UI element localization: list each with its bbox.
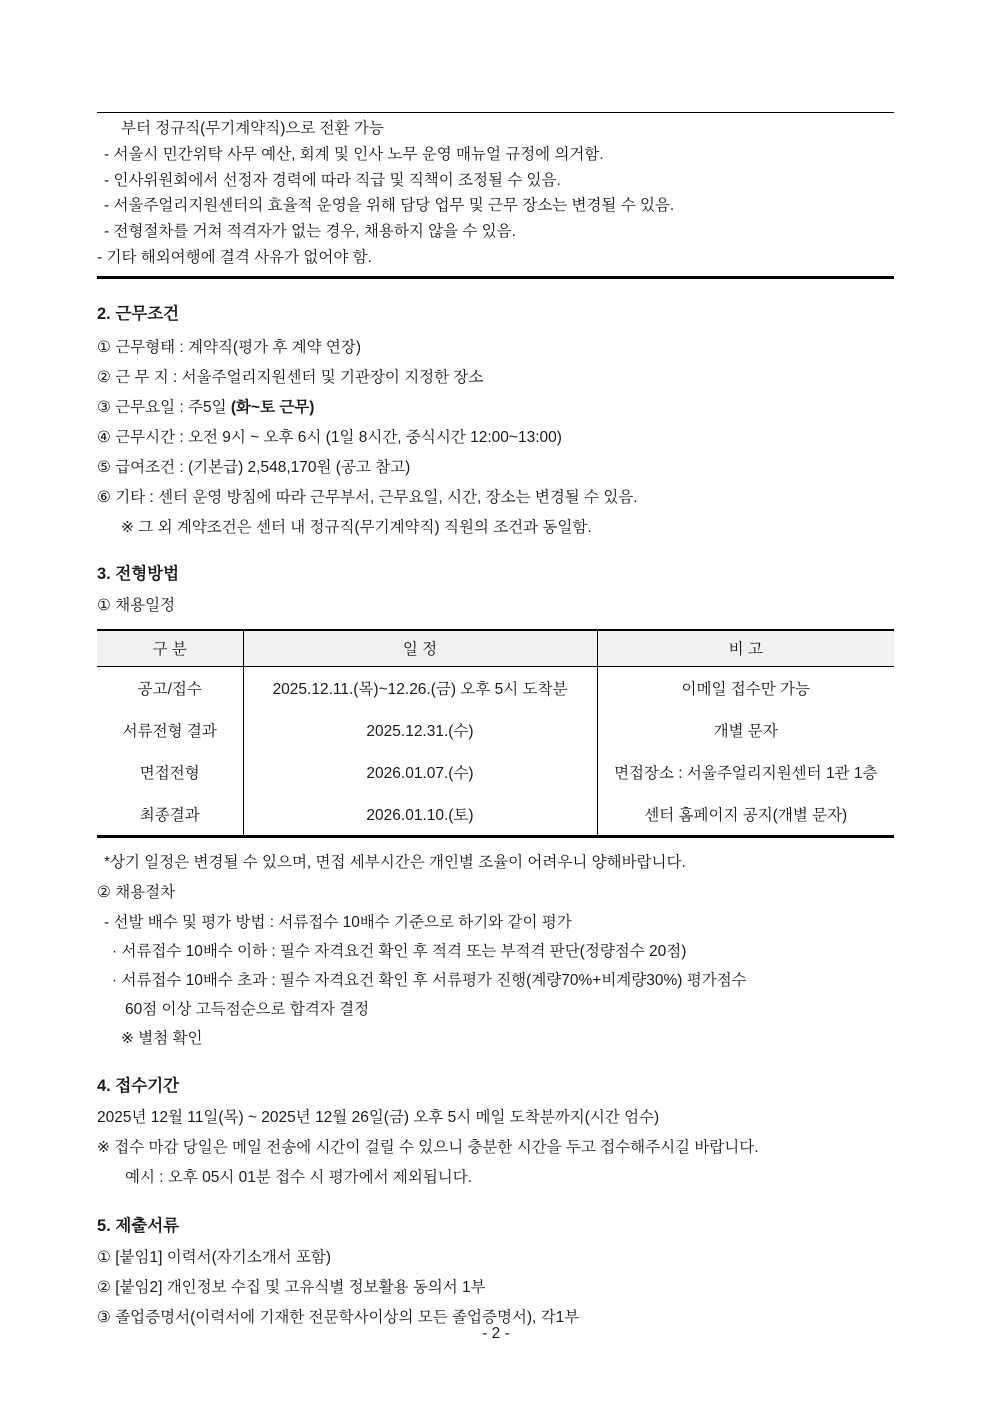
table-row — [97, 751, 894, 793]
section-title-work-conditions: 2. 근무조건 — [97, 304, 180, 323]
note-line: - 전형절차를 거쳐 적격자가 없는 경우, 채용하지 않을 수 있음. — [104, 223, 516, 241]
table-header-row — [97, 630, 894, 667]
period-example: 예시 : 오후 05시 01분 접수 시 평가에서 제외됩니다. — [125, 1168, 473, 1186]
cell-category: 면접전형 — [139, 764, 200, 782]
application-period-block — [97, 1103, 894, 1193]
conditions-note: ※ 그 외 계약조건은 센터 내 정규직(무기계약직) 직원의 조건과 동일함. — [121, 518, 592, 536]
procedure-list — [97, 908, 894, 1053]
continuation-notes-box — [97, 112, 894, 279]
list-item: ① 근무형태 : 계약직(평가 후 계약 연장) — [97, 338, 361, 356]
document-item: ① [붙임1] 이력서(자기소개서 포함) — [97, 1248, 332, 1266]
cell-category: 공고/접수 — [137, 680, 202, 698]
page-number: - 2 - — [482, 1325, 510, 1342]
section-title-selection-method: 3. 전형방법 — [97, 564, 180, 583]
procedure-note: ※ 별첨 확인 — [121, 1029, 203, 1047]
note-line: 부터 정규직(무기계약직)으로 전환 가능 — [121, 120, 384, 137]
section-title-required-documents: 5. 제출서류 — [97, 1216, 180, 1235]
note-line: - 인사위원회에서 선정자 경력에 따라 직급 및 직책이 조정될 수 있음. — [104, 171, 561, 189]
note-line: - 기타 해외여행에 결격 사유가 없어야 함. — [97, 248, 372, 266]
table-footnote: *상기 일정은 변경될 수 있으며, 면접 세부시간은 개인별 조율이 어려우니 양해바랍니다. — [104, 853, 686, 871]
procedure-line: · 서류접수 10배수 이하 : 필수 자격요건 확인 후 적격 또는 부적격 판단(정량점수 20점) — [112, 942, 687, 960]
cell-schedule: 2026.01.07.(수) — [243, 751, 597, 793]
table-row — [97, 666, 894, 709]
procedure-line: - 선발 배수 및 평가 방법 : 서류접수 10배수 기준으로 하기와 같이 평가 — [104, 913, 572, 931]
required-documents-list — [97, 1243, 894, 1333]
section-title-application-period: 4. 접수기간 — [97, 1076, 180, 1095]
cell-schedule: 2025.12.31.(수) — [243, 709, 597, 751]
document-item: ② [붙임2] 개인정보 수집 및 고유식별 정보활용 동의서 1부 — [97, 1278, 486, 1296]
period-warning: ※ 접수 마감 당일은 메일 전송에 시간이 걸릴 수 있으니 충분한 시간을 두고 접수해주시길 바랍니다. — [97, 1138, 759, 1156]
list-item: ④ 근무시간 : 오전 9시 ~ 오후 6시 (1일 8시간, 중식시간 12:00~13:00) — [97, 428, 562, 446]
document-content — [97, 0, 894, 1333]
cell-category: 서류전형 결과 — [122, 722, 217, 740]
column-header-note: 비 고 — [597, 630, 894, 667]
cell-note: 개별 문자 — [597, 709, 894, 751]
procedure-line: 60점 이상 고득점순으로 합격자 결정 — [125, 1000, 370, 1018]
period-line: 2025년 12월 11일(목) ~ 2025년 12월 26일(금) 오후 5시 메일 도착분까지(시간 엄수) — [97, 1108, 660, 1126]
note-line: - 서울시 민간위탁 사무 예산, 회계 및 인사 노무 운영 매뉴얼 규정에 의거함. — [104, 145, 604, 163]
cell-category: 최종결과 — [139, 806, 200, 824]
cell-note: 면접장소 : 서울주얼리지원센터 1관 1층 — [597, 751, 894, 793]
list-item — [97, 393, 894, 423]
work-conditions-list — [97, 333, 894, 543]
recruit-schedule-table — [97, 629, 894, 838]
column-header-category: 구 분 — [97, 630, 243, 667]
subtitle-recruit-schedule: ① 채용일정 — [97, 596, 176, 614]
cell-schedule: 2026.01.10.(토) — [243, 793, 597, 837]
work-days-bold: (화~토 근무) — [230, 398, 315, 416]
list-item: ② 근 무 지 : 서울주얼리지원센터 및 기관장이 지정한 장소 — [97, 368, 484, 386]
column-header-schedule: 일 정 — [243, 630, 597, 667]
cell-note: 센터 홈페이지 공지(개별 문자) — [597, 793, 894, 837]
document-item: ③ 졸업증명서(이력서에 기재한 전문학사이상의 모든 졸업증명서), 각1부 — [97, 1308, 580, 1326]
subtitle-recruit-procedure: ② 채용절차 — [97, 883, 176, 901]
cell-note: 이메일 접수만 가능 — [597, 666, 894, 709]
procedure-line: · 서류접수 10배수 초과 : 필수 자격요건 확인 후 서류평가 진행(계량70%+비계량30%) 평가점수 — [112, 971, 747, 989]
table-row — [97, 793, 894, 837]
cell-schedule: 2025.12.11.(목)~12.26.(금) 오후 5시 도착분 — [243, 666, 597, 709]
table-row — [97, 709, 894, 751]
list-item-text: ③ 근무요일 : 주5일 — [97, 398, 231, 416]
list-item: ⑤ 급여조건 : (기본급) 2,548,170원 (공고 참고) — [97, 458, 411, 476]
note-line: - 서울주얼리지원센터의 효율적 운영을 위해 담당 업무 및 근무 장소는 변경될 수 있음. — [104, 197, 675, 215]
list-item: ⑥ 기타 : 센터 운영 방침에 따라 근무부서, 근무요일, 시간, 장소는 변경될 수 있음. — [97, 488, 638, 506]
